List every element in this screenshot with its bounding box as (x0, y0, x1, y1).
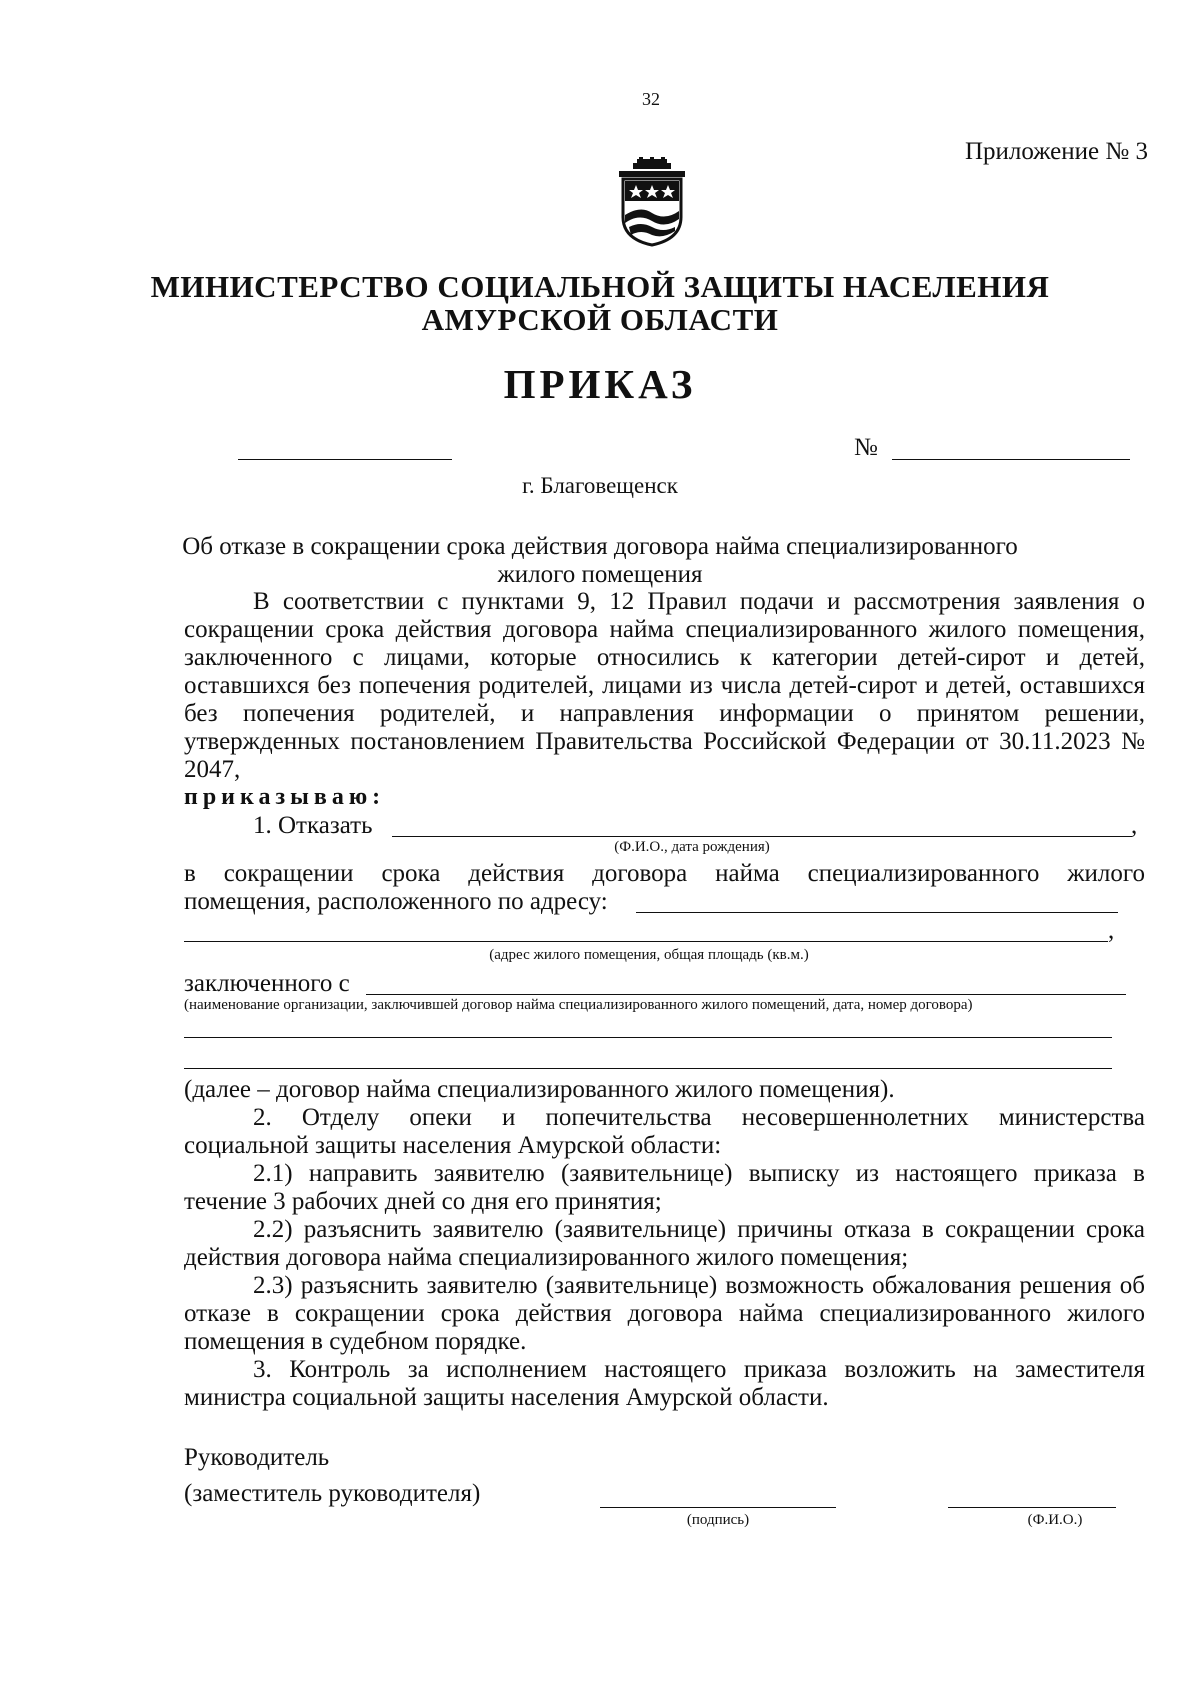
signer-name-blank-line (948, 1507, 1116, 1508)
preamble-line: оставшихся без попечения родителей, лицами из числа детей-сирот и детей, оставшихся (184, 672, 1145, 699)
signature-blank-line (600, 1507, 836, 1508)
number-blank-line (892, 459, 1130, 460)
preamble-line: В соответствии с пунктами 9, 12 Правил подачи и рассмотрения заявления о (253, 588, 1145, 615)
item1-lead: 1. Отказать (253, 812, 373, 839)
item2-sub3-line3: помещения в судебном порядке. (184, 1328, 527, 1355)
item3-line2: министра социальной защиты населения Амурской области. (184, 1384, 829, 1411)
preamble-line: утвержденных постановлением Правительства Российской Федерации от 30.11.2023 № (184, 728, 1145, 755)
caption-name-birthdate: (Ф.И.О., дата рождения) (614, 839, 770, 855)
item2-sub2-line1: 2.2) разъяснить заявителю (заявительнице) причины отказа в сокращении срока (253, 1216, 1145, 1243)
caption-address: (адрес жилого помещения, общая площадь (кв.м.) (489, 947, 809, 963)
organization-blank-line-2 (184, 1037, 1112, 1038)
item2-line1: 2. Отделу опеки и попечительства несовершеннолетних министерства (253, 1104, 1145, 1131)
signature-role-line2: (заместитель руководителя) (184, 1480, 481, 1507)
date-blank-line (238, 459, 452, 460)
address-blank-line-2 (184, 941, 1108, 942)
page-number: 32 (642, 89, 660, 109)
order-title-line1: Об отказе в сокращении срока действия договора найма специализированного (182, 533, 1018, 560)
item1-closing: (далее – договор найма специализированного жилого помещения). (184, 1076, 895, 1103)
preamble-line: 2047, (184, 756, 241, 783)
city-label: г. Благовещенск (522, 473, 678, 498)
item2-line2: социальной защиты населения Амурской области: (184, 1132, 722, 1159)
preamble-line: заключенного с лицами, которые относились к категории детей-сирот и детей, (184, 644, 1145, 671)
number-label: № (854, 434, 878, 461)
signature-role-line1: Руководитель (184, 1444, 330, 1471)
preamble-line: сокращении срока действия договора найма специализированного жилого помещения, (184, 616, 1145, 643)
address-blank-line-1 (636, 912, 1118, 913)
item2-sub3-line2: отказе в сокращении срока действия договора найма специализированного жилого (184, 1300, 1145, 1327)
item1-line3: помещения, расположенного по адресу: (184, 888, 608, 915)
item1-comma: , (1131, 812, 1138, 839)
ministry-name-line2: АМУРСКОЙ ОБЛАСТИ (421, 302, 779, 337)
applicant-name-blank-line (392, 836, 1132, 837)
caption-signer-name: (Ф.И.О.) (1027, 1512, 1083, 1528)
appendix-label: Приложение № 3 (964, 138, 1148, 165)
order-word: приказываю: (184, 784, 386, 810)
item2-sub3-line1: 2.3) разъяснить заявителю (заявительнице) возможность обжалования решения об (253, 1272, 1145, 1299)
caption-signature: (подпись) (686, 1512, 750, 1528)
item2-sub1-line2: течение 3 рабочих дней со дня его принятия; (184, 1188, 662, 1215)
item2-sub2-line2: действия договора найма специализированного жилого помещения; (184, 1244, 909, 1271)
organization-blank-line-3 (184, 1068, 1112, 1069)
organization-blank-line (366, 994, 1126, 995)
item1-line2: в сокращении срока действия договора найма специализированного жилого (184, 860, 1145, 887)
item1-concluded: заключенного с (184, 970, 350, 997)
order-title-line2: жилого помещения (497, 561, 703, 588)
caption-organization: (наименование организации, заключившей договор найма специализированного жилого помещений, дата, номер договора) (184, 997, 973, 1013)
preamble-line: без попечения родителей, и направления информации о принятом решении, (184, 700, 1145, 727)
amur-oblast-coat-of-arms-icon (615, 157, 689, 247)
item3-line1: 3. Контроль за исполнением настоящего приказа возложить на заместителя (253, 1356, 1145, 1383)
document-type-title: ПРИКАЗ (503, 361, 697, 407)
ministry-name-line1: МИНИСТЕРСТВО СОЦИАЛЬНОЙ ЗАЩИТЫ НАСЕЛЕНИЯ (150, 269, 1050, 304)
item1-comma2: , (1108, 917, 1115, 944)
item2-sub1-line1: 2.1) направить заявителю (заявительнице) выписку из настоящего приказа в (253, 1160, 1145, 1187)
